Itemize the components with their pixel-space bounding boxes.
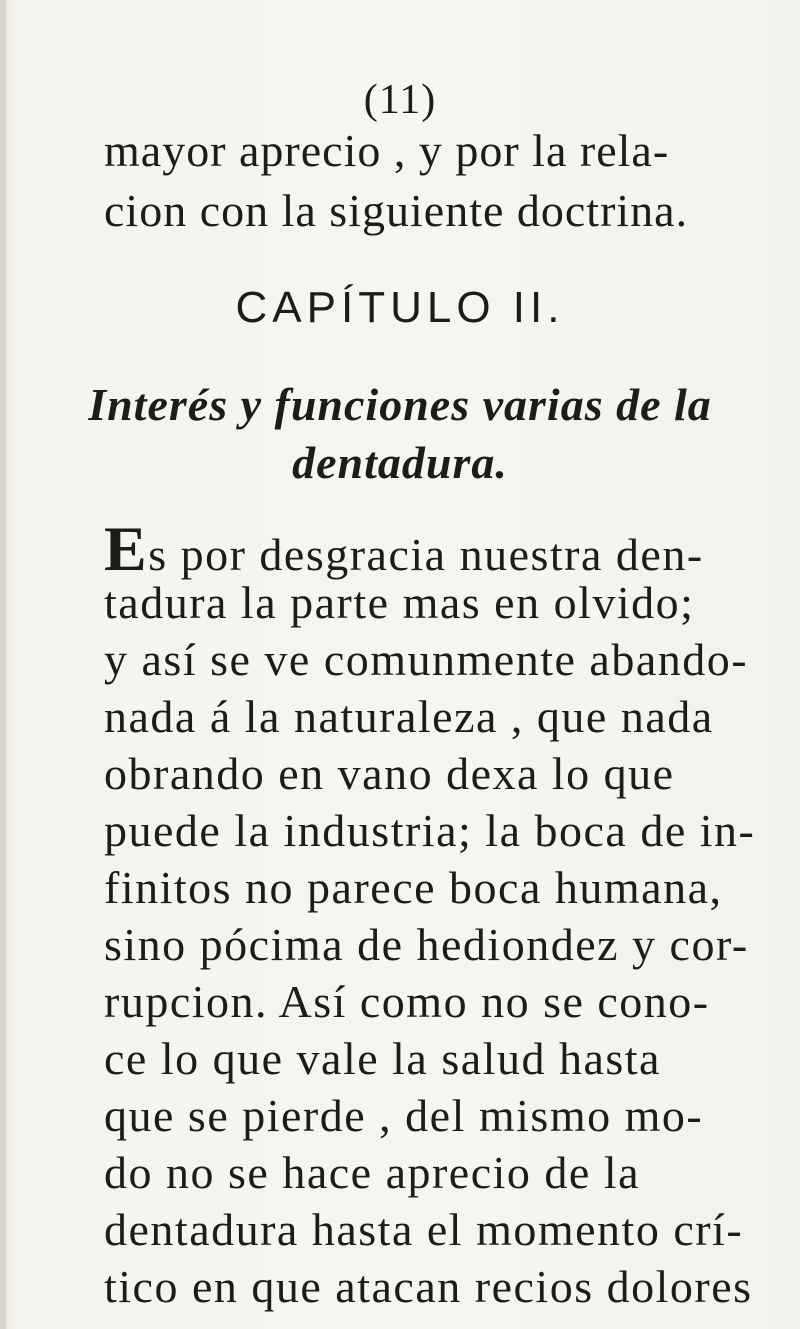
chapter-heading: CAPÍTULO II. [235,283,565,332]
body-line: puede la industria; la boca de in- [104,805,756,856]
body-line: tico en que atacan recios dolores [104,1261,753,1312]
body-line: dentadura hasta el momento crí- [104,1204,744,1255]
body-line: finitos no parece boca humana, [104,862,723,913]
body-line: ce lo que vale la salud hasta [104,1033,661,1084]
body-line: y así se ve comunmente abando- [104,634,749,685]
body-line: obrando en vano dexa lo que [104,748,675,799]
page-left-edge [0,0,6,1329]
body-line: que se pierde , del mismo mo- [104,1090,704,1141]
continuation-line-2: cion con la siguiente doctrina. [104,185,689,236]
continuation-line-1: mayor aprecio , y por la rela- [104,125,670,176]
body-line: do no se hace aprecio de la [104,1147,641,1198]
body-line-1 [104,513,704,584]
chapter-title-line-2: dentadura. [292,437,508,488]
body-line: tadura la parte mas en olvido; [104,577,695,628]
drop-cap: E [104,513,149,584]
body-line: rupcion. Así como no se cono- [104,976,710,1027]
body-line-1-rest: s por desgracia nuestra den- [148,529,704,580]
body-line: nada á la naturaleza , que nada [104,691,714,742]
body-line: sino pócima de hediondez y cor- [104,919,749,970]
chapter-title-line-1: Interés y funciones varias de la [88,379,712,430]
page-number: (11) [363,77,437,123]
